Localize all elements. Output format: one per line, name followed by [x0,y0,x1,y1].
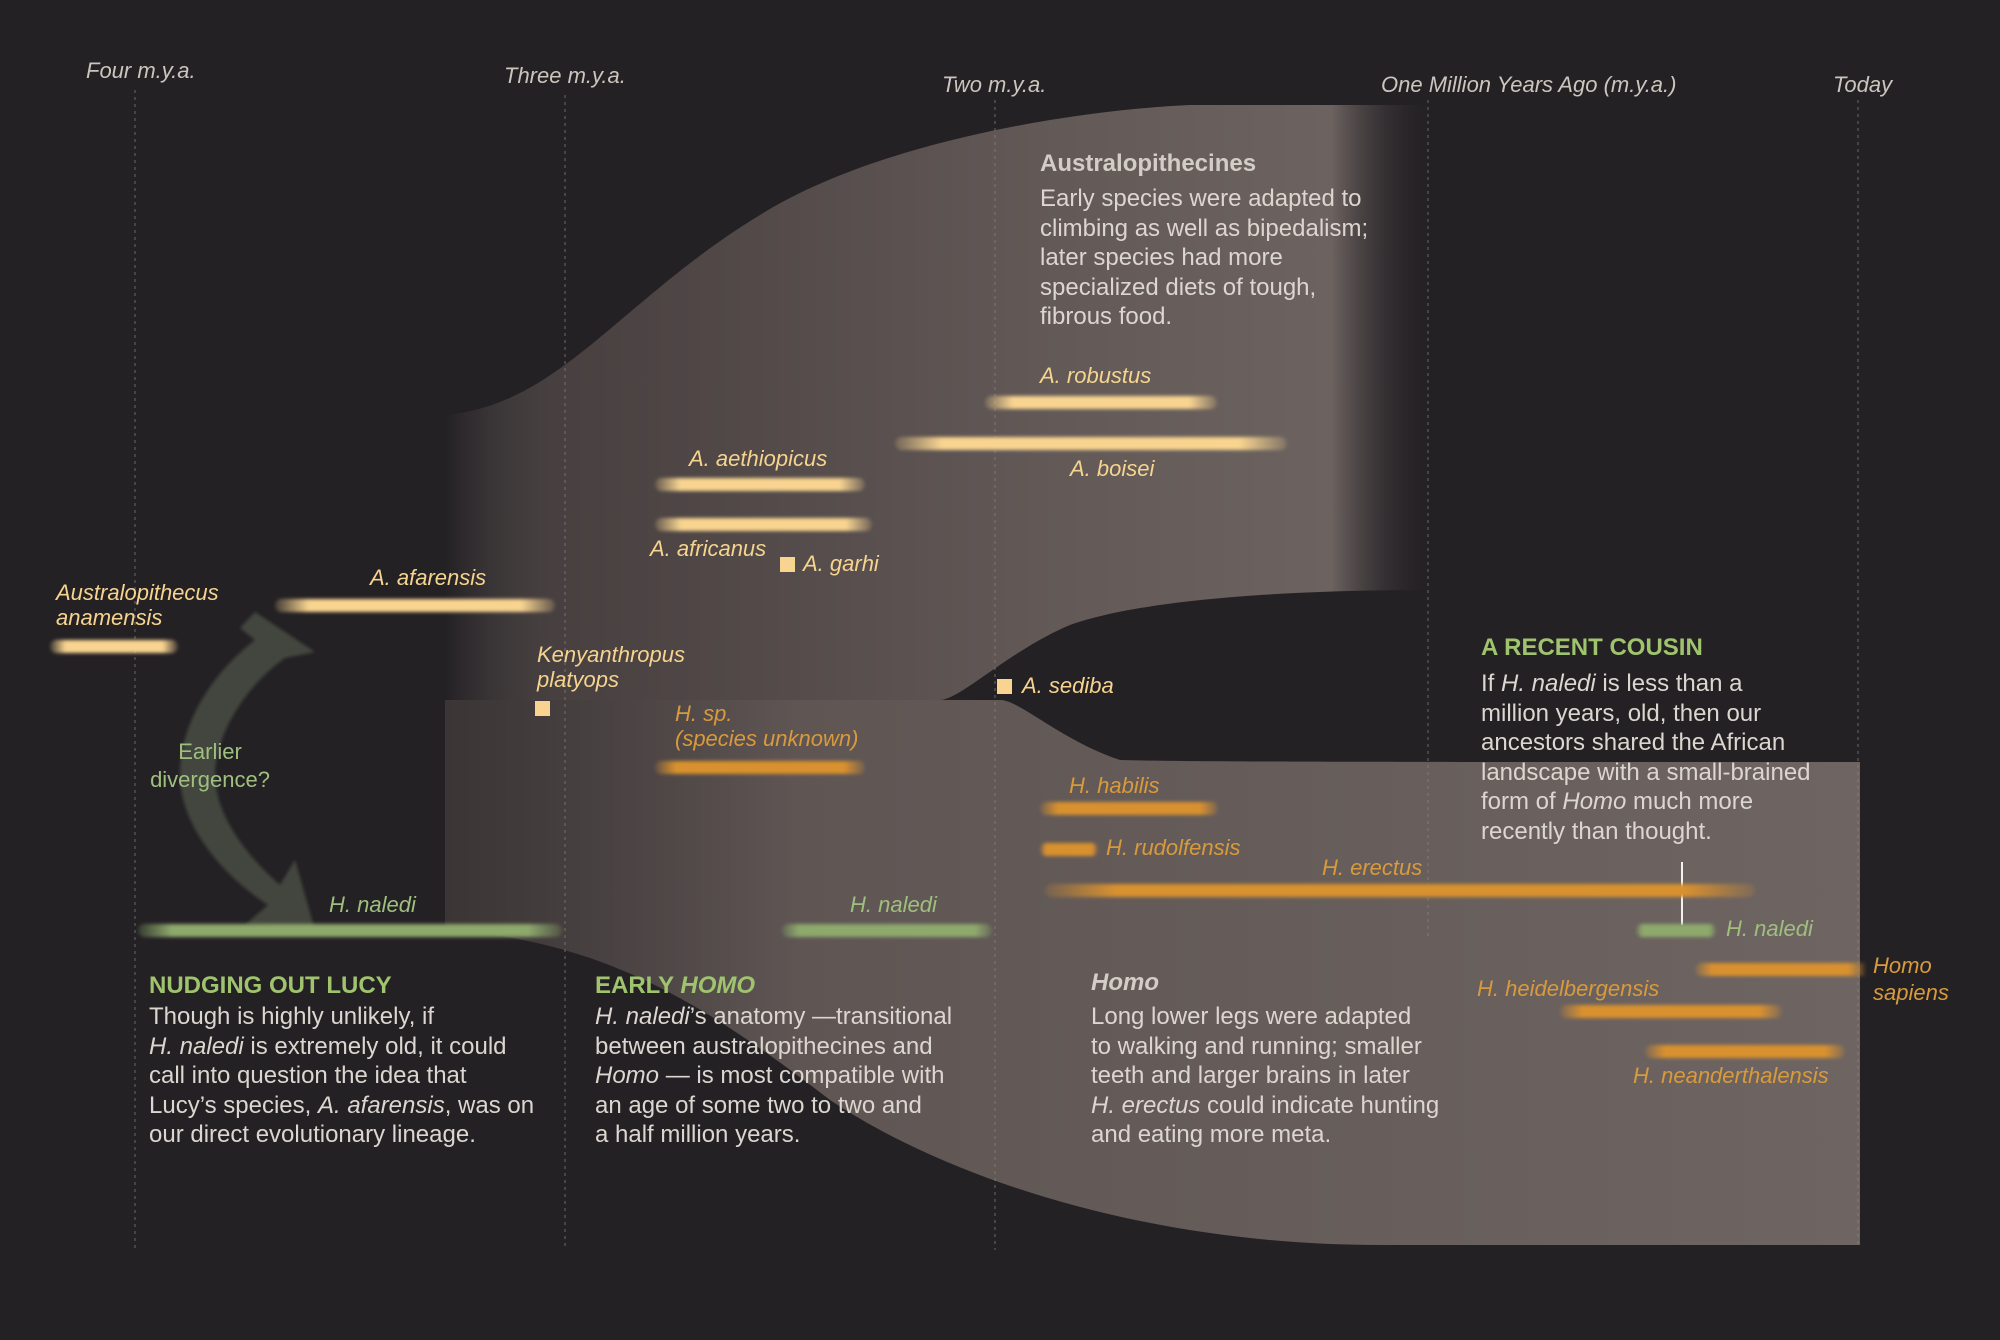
bar-naledi-recent [1636,924,1716,937]
bar-robustus [985,396,1217,409]
bar-heidelbergensis [1560,1005,1782,1018]
bar-habilis [1040,802,1218,815]
label-robustus: A. robustus [1040,363,1152,388]
bar-afarensis [275,599,555,612]
nudging-title: NUDGING OUT LUCY [149,972,392,999]
bar-boisei [895,437,1287,450]
label-naledi-recent: H. naledi [1726,916,1813,941]
tick-three-mya: Three m.y.a. [504,63,626,88]
marker-sediba [997,679,1012,694]
bar-naledi-mid [782,924,992,937]
early-homo-description: H. naledi’s anatomy —transitional between australopithecines and Homo — is most compatible with an age of some two to two and a half million years. [595,1003,953,1148]
label-boisei: A. boisei [1070,456,1155,481]
label-sediba: A. sediba [1022,673,1114,698]
bar-erectus [1045,884,1755,897]
label-neanderthalensis: H. neanderthalensis [1633,1063,1829,1088]
tick-one-mya: One Million Years Ago (m.y.a.) [1381,72,1677,97]
label-africanus: A. africanus [650,536,767,561]
divergence-label: Earlier divergence? [150,739,270,792]
homo-title: Homo [1091,969,1159,996]
label-sapiens: Homo sapiens [1873,953,1949,1005]
label-kenyanthropus: Kenyanthropus platyops [537,642,685,692]
bar-sapiens [1695,963,1865,976]
tick-two-mya: Two m.y.a. [942,72,1047,97]
label-homo-sp: H. sp. (species unknown) [675,701,859,751]
bar-aethiopicus [655,478,865,491]
label-rudolfensis: H. rudolfensis [1106,835,1241,860]
bar-africanus [655,518,872,531]
label-erectus: H. erectus [1322,855,1423,880]
tick-four-mya: Four m.y.a. [86,58,196,83]
homo-description: Long lower legs were adapted to walking and running; smaller teeth and larger brains in later H. erectus could indicate hunting and eating more meta. [1091,1003,1440,1148]
recent-cousin-title: A RECENT COUSIN [1481,634,1703,661]
recent-cousin-description: If H. naledi is less than a million years, old, then our ancestors shared the African landscape with a small-brained form of Homo much more recently than thought. [1481,670,1811,845]
australopithecines-description: Early species were adapted to climbing as well as bipedalism; later species had more specialized diets of tough, fibrous food. [1040,185,1369,330]
bar-naledi-old [138,924,562,937]
marker-garhi [780,557,795,572]
bar-homo-sp [655,761,865,774]
label-afarensis: A. afarensis [370,565,487,590]
marker-kenyanthropus [535,701,550,716]
australopithecines-title: Australopithecines [1040,150,1257,177]
label-garhi: A. garhi [803,551,879,576]
label-naledi-old: H. naledi [329,892,416,917]
nudging-description: Though is highly unlikely, if H. naledi is extremely old, it could call into question the idea that Lucy’s species, A. afarensis, was on our direct evolutionary lineage. [149,1003,535,1148]
tick-today: Today [1833,72,1893,97]
bar-rudolfensis [1040,843,1098,856]
early-homo-title: EARLY HOMO [595,972,756,999]
label-anamensis: Australopithecus anamensis [56,580,219,630]
label-aethiopicus: A. aethiopicus [689,446,828,471]
label-heidelbergensis: H. heidelbergensis [1477,976,1660,1001]
bar-neanderthalensis [1645,1045,1845,1058]
label-naledi-mid: H. naledi [850,892,937,917]
label-habilis: H. habilis [1069,773,1160,798]
bar-anamensis [50,640,178,653]
